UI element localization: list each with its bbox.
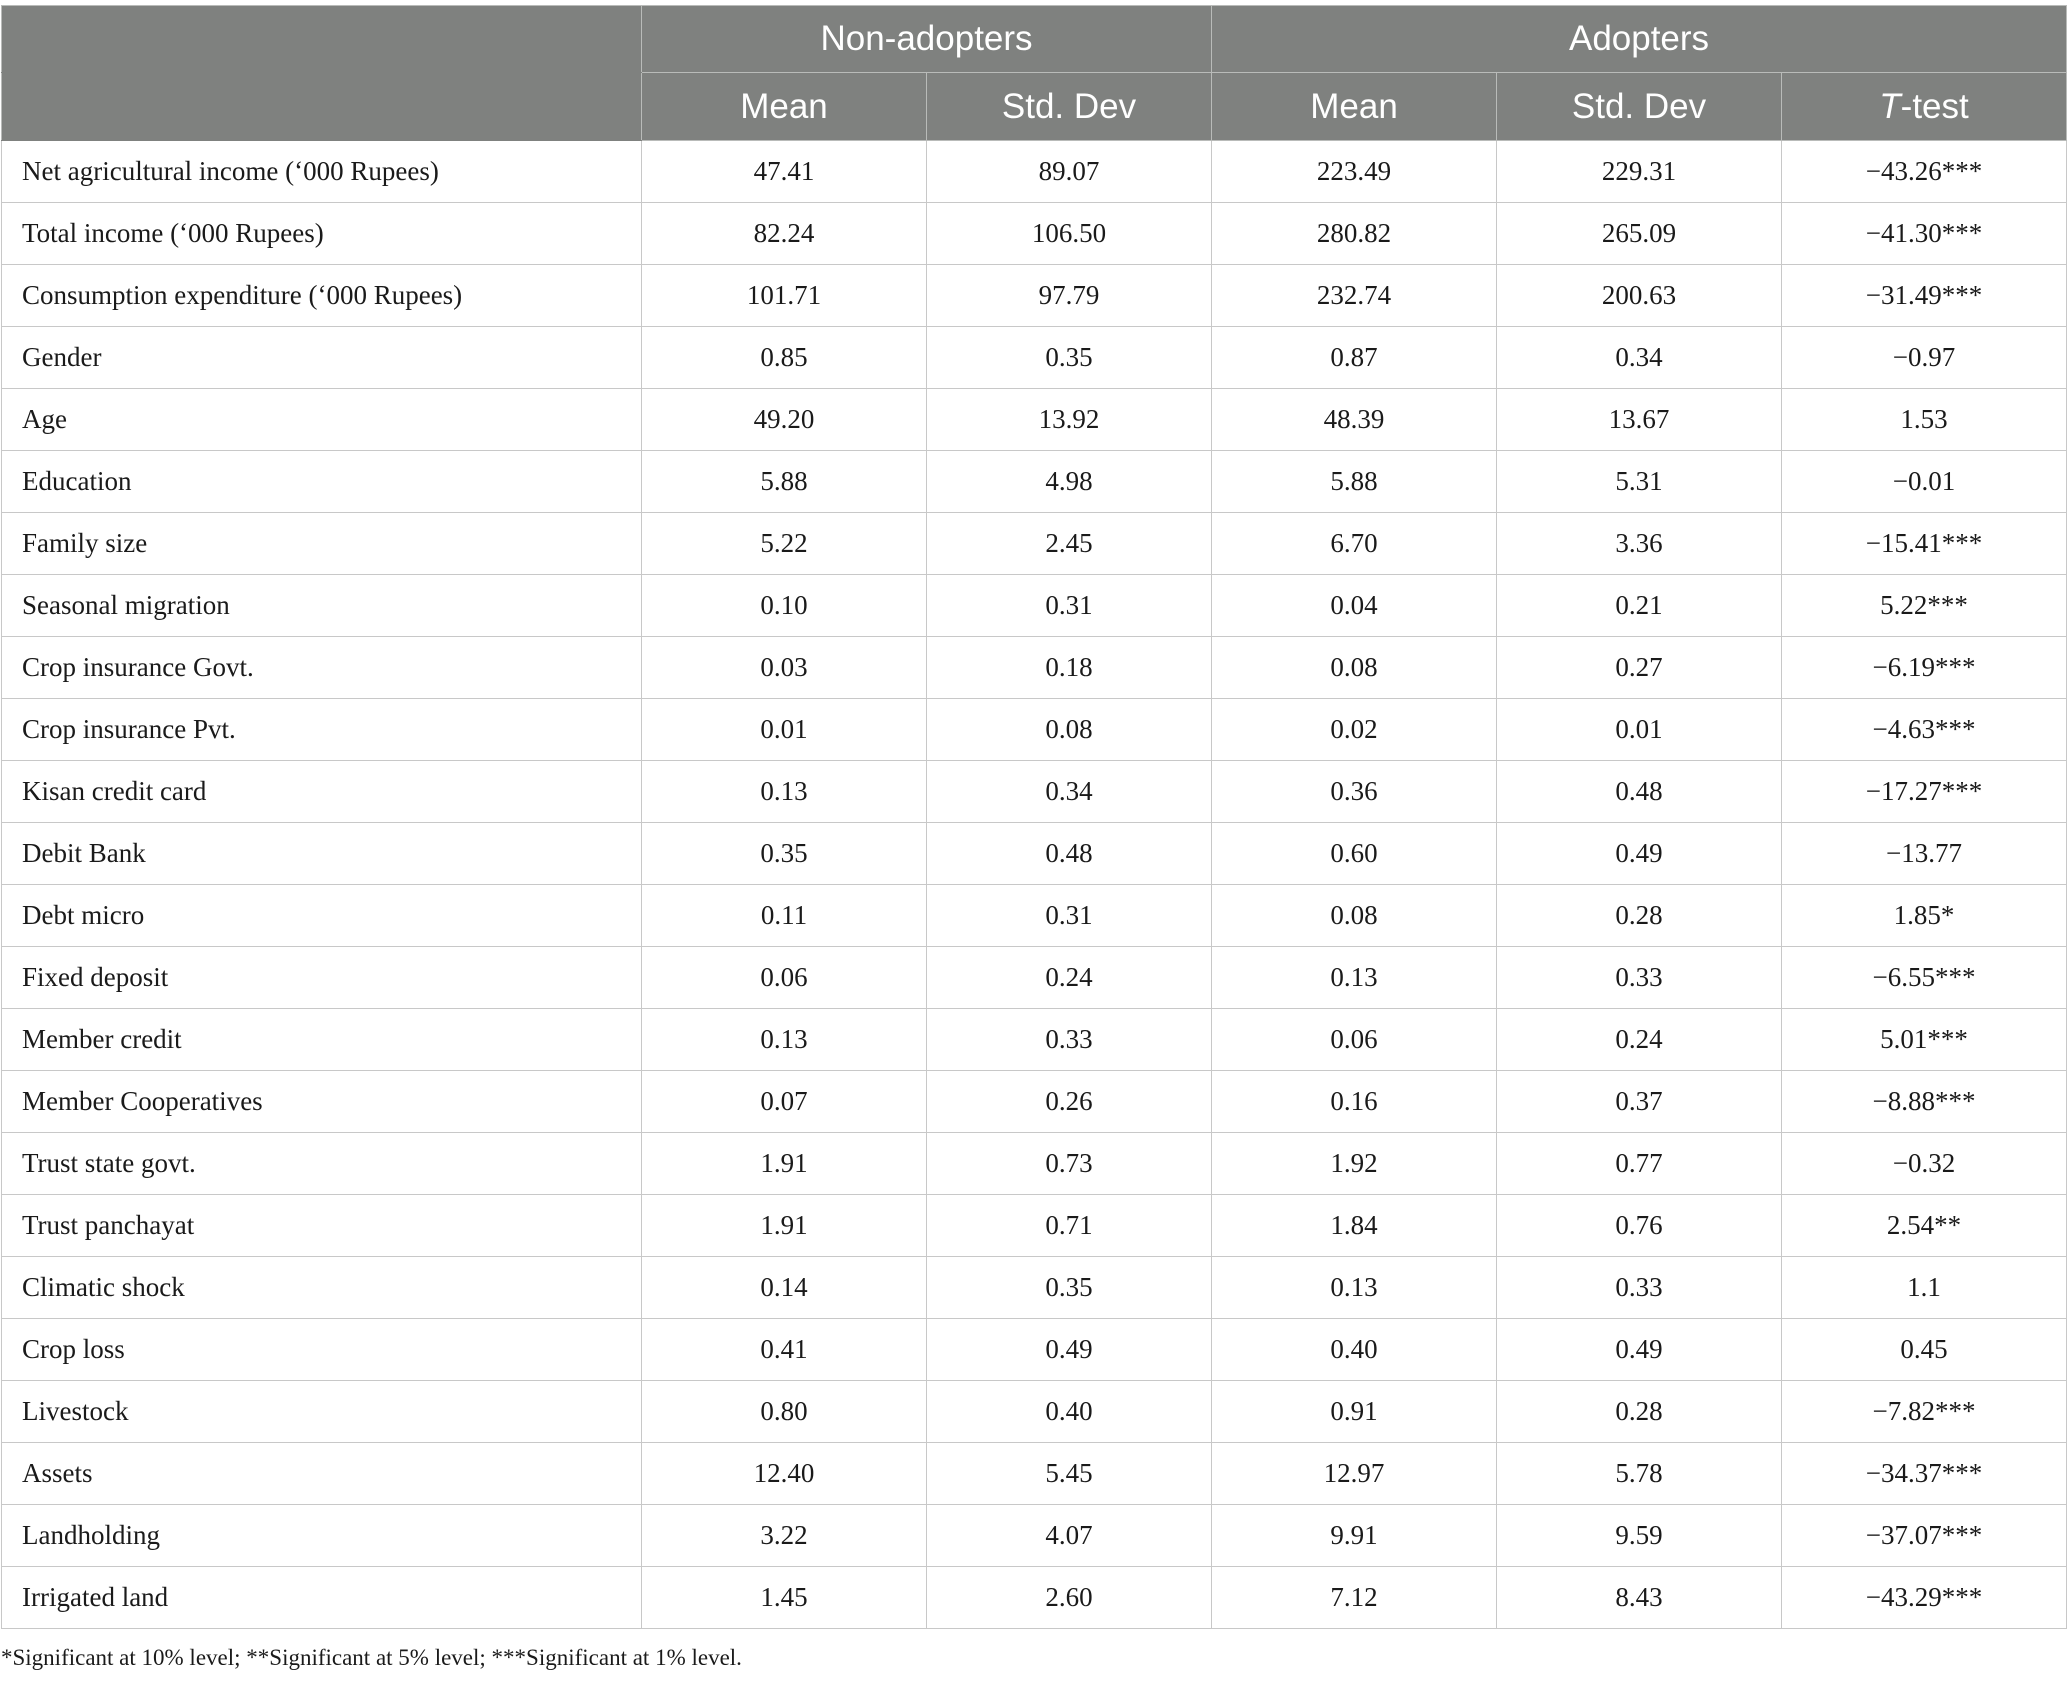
- non-adopters-std-dev-cell: 0.26: [927, 1071, 1212, 1133]
- variable-label-cell: Total income (‘000 Rupees): [2, 203, 642, 265]
- table-row: [2, 389, 2067, 451]
- non-adopters-std-dev-cell: 0.08: [927, 699, 1212, 761]
- non-adopters-mean-cell: 12.40: [642, 1443, 927, 1505]
- t-test-cell: −43.29***: [1782, 1567, 2067, 1629]
- adopters-std-dev-cell: 0.34: [1497, 327, 1782, 389]
- adopters-mean-cell: 0.36: [1212, 761, 1497, 823]
- adopters-std-dev-cell: 0.27: [1497, 637, 1782, 699]
- adopters-mean-cell: 280.82: [1212, 203, 1497, 265]
- table-row: [2, 451, 2067, 513]
- variable-label-cell: Consumption expenditure (‘000 Rupees): [2, 265, 642, 327]
- non-adopters-mean-cell: 0.13: [642, 761, 927, 823]
- variable-label-cell: Crop insurance Pvt.: [2, 699, 642, 761]
- adopters-mean-cell: 0.02: [1212, 699, 1497, 761]
- non-adopters-std-dev-cell: 13.92: [927, 389, 1212, 451]
- table-row: [2, 885, 2067, 947]
- non-adopters-mean-cell: 0.03: [642, 637, 927, 699]
- non-adopters-mean-cell: 0.01: [642, 699, 927, 761]
- variable-label-cell: Trust state govt.: [2, 1133, 642, 1195]
- non-adopters-std-dev-cell: 0.40: [927, 1381, 1212, 1443]
- table-row: [2, 265, 2067, 327]
- adopters-std-dev-cell: 0.01: [1497, 699, 1782, 761]
- non-adopters-mean-cell: 0.06: [642, 947, 927, 1009]
- table-container: [0, 5, 2067, 1671]
- table-row: [2, 1381, 2067, 1443]
- adopters-std-dev-cell: 0.21: [1497, 575, 1782, 637]
- non-adopters-mean-cell: 0.41: [642, 1319, 927, 1381]
- header-t-test-italic: T: [1879, 86, 1901, 126]
- table-row: [2, 513, 2067, 575]
- non-adopters-mean-cell: 0.07: [642, 1071, 927, 1133]
- adopters-std-dev-cell: 265.09: [1497, 203, 1782, 265]
- variable-label-cell: Livestock: [2, 1381, 642, 1443]
- adopters-mean-cell: 0.08: [1212, 637, 1497, 699]
- adopters-std-dev-cell: 0.28: [1497, 885, 1782, 947]
- t-test-cell: −6.55***: [1782, 947, 2067, 1009]
- variable-label-cell: Debit Bank: [2, 823, 642, 885]
- non-adopters-mean-cell: 47.41: [642, 141, 927, 203]
- adopters-std-dev-cell: 0.76: [1497, 1195, 1782, 1257]
- adopters-std-dev-cell: 0.49: [1497, 823, 1782, 885]
- t-test-cell: 1.53: [1782, 389, 2067, 451]
- non-adopters-std-dev-cell: 0.33: [927, 1009, 1212, 1071]
- adopters-mean-cell: 5.88: [1212, 451, 1497, 513]
- adopters-mean-cell: 7.12: [1212, 1567, 1497, 1629]
- variable-label-cell: Gender: [2, 327, 642, 389]
- adopters-mean-cell: 0.13: [1212, 1257, 1497, 1319]
- table-row: [2, 1071, 2067, 1133]
- group-header-row: [2, 6, 2067, 73]
- variable-label-cell: Family size: [2, 513, 642, 575]
- non-adopters-mean-cell: 0.14: [642, 1257, 927, 1319]
- non-adopters-mean-cell: 1.91: [642, 1195, 927, 1257]
- non-adopters-mean-cell: 0.85: [642, 327, 927, 389]
- non-adopters-std-dev-cell: 2.60: [927, 1567, 1212, 1629]
- table-row: [2, 1505, 2067, 1567]
- adopters-mean-cell: 6.70: [1212, 513, 1497, 575]
- non-adopters-mean-cell: 0.10: [642, 575, 927, 637]
- non-adopters-mean-cell: 0.13: [642, 1009, 927, 1071]
- non-adopters-mean-cell: 5.22: [642, 513, 927, 575]
- t-test-cell: −7.82***: [1782, 1381, 2067, 1443]
- adopters-std-dev-cell: 0.48: [1497, 761, 1782, 823]
- table-row: [2, 1567, 2067, 1629]
- non-adopters-std-dev-cell: 2.45: [927, 513, 1212, 575]
- non-adopters-std-dev-cell: 0.49: [927, 1319, 1212, 1381]
- t-test-cell: −0.97: [1782, 327, 2067, 389]
- t-test-cell: −37.07***: [1782, 1505, 2067, 1567]
- adopters-mean-cell: 0.06: [1212, 1009, 1497, 1071]
- t-test-cell: −13.77: [1782, 823, 2067, 885]
- variable-label-cell: Age: [2, 389, 642, 451]
- non-adopters-std-dev-cell: 0.24: [927, 947, 1212, 1009]
- adopters-mean-cell: 0.16: [1212, 1071, 1497, 1133]
- t-test-cell: 1.85*: [1782, 885, 2067, 947]
- header-blank-cell: [2, 73, 642, 141]
- variable-label-cell: Crop insurance Govt.: [2, 637, 642, 699]
- non-adopters-std-dev-cell: 0.31: [927, 885, 1212, 947]
- table-header: [2, 6, 2067, 141]
- adopters-std-dev-cell: 0.49: [1497, 1319, 1782, 1381]
- adopters-std-dev-cell: 0.33: [1497, 947, 1782, 1009]
- header-non-adopters-mean: Mean: [642, 73, 927, 141]
- t-test-cell: −0.01: [1782, 451, 2067, 513]
- t-test-cell: 5.22***: [1782, 575, 2067, 637]
- non-adopters-mean-cell: 0.35: [642, 823, 927, 885]
- t-test-cell: −4.63***: [1782, 699, 2067, 761]
- non-adopters-std-dev-cell: 0.34: [927, 761, 1212, 823]
- group-header-non-adopters: Non-adopters: [642, 6, 1212, 73]
- non-adopters-std-dev-cell: 97.79: [927, 265, 1212, 327]
- table-row: [2, 575, 2067, 637]
- non-adopters-std-dev-cell: 106.50: [927, 203, 1212, 265]
- non-adopters-std-dev-cell: 0.35: [927, 1257, 1212, 1319]
- adopters-mean-cell: 0.04: [1212, 575, 1497, 637]
- adopters-mean-cell: 0.87: [1212, 327, 1497, 389]
- non-adopters-mean-cell: 0.11: [642, 885, 927, 947]
- variable-label-cell: Seasonal migration: [2, 575, 642, 637]
- t-test-cell: 2.54**: [1782, 1195, 2067, 1257]
- variable-label-cell: Kisan credit card: [2, 761, 642, 823]
- adopters-mean-cell: 12.97: [1212, 1443, 1497, 1505]
- t-test-cell: −34.37***: [1782, 1443, 2067, 1505]
- table-row: [2, 203, 2067, 265]
- t-test-cell: −31.49***: [1782, 265, 2067, 327]
- adopters-mean-cell: 0.91: [1212, 1381, 1497, 1443]
- t-test-cell: −41.30***: [1782, 203, 2067, 265]
- adopters-mean-cell: 0.13: [1212, 947, 1497, 1009]
- adopters-mean-cell: 223.49: [1212, 141, 1497, 203]
- header-adopters-std-dev: Std. Dev: [1497, 73, 1782, 141]
- non-adopters-mean-cell: 82.24: [642, 203, 927, 265]
- non-adopters-mean-cell: 101.71: [642, 265, 927, 327]
- descriptive-statistics-table: [1, 5, 2067, 1629]
- sub-header-row: [2, 73, 2067, 141]
- t-test-cell: 1.1: [1782, 1257, 2067, 1319]
- table-row: [2, 1319, 2067, 1381]
- t-test-cell: −0.32: [1782, 1133, 2067, 1195]
- t-test-cell: −6.19***: [1782, 637, 2067, 699]
- t-test-cell: 5.01***: [1782, 1009, 2067, 1071]
- adopters-std-dev-cell: 3.36: [1497, 513, 1782, 575]
- variable-label-cell: Fixed deposit: [2, 947, 642, 1009]
- non-adopters-std-dev-cell: 4.07: [927, 1505, 1212, 1567]
- header-non-adopters-std-dev: Std. Dev: [927, 73, 1212, 141]
- table-row: [2, 823, 2067, 885]
- variable-label-cell: Education: [2, 451, 642, 513]
- non-adopters-std-dev-cell: 0.31: [927, 575, 1212, 637]
- adopters-mean-cell: 0.40: [1212, 1319, 1497, 1381]
- non-adopters-std-dev-cell: 0.48: [927, 823, 1212, 885]
- adopters-mean-cell: 9.91: [1212, 1505, 1497, 1567]
- non-adopters-mean-cell: 1.45: [642, 1567, 927, 1629]
- adopters-std-dev-cell: 0.33: [1497, 1257, 1782, 1319]
- adopters-std-dev-cell: 8.43: [1497, 1567, 1782, 1629]
- table-row: [2, 699, 2067, 761]
- header-t-test: [1782, 73, 2067, 141]
- variable-label-cell: Irrigated land: [2, 1567, 642, 1629]
- adopters-mean-cell: 48.39: [1212, 389, 1497, 451]
- adopters-mean-cell: 1.84: [1212, 1195, 1497, 1257]
- non-adopters-std-dev-cell: 0.71: [927, 1195, 1212, 1257]
- table-body: [2, 141, 2067, 1629]
- t-test-cell: −17.27***: [1782, 761, 2067, 823]
- non-adopters-mean-cell: 1.91: [642, 1133, 927, 1195]
- t-test-cell: −15.41***: [1782, 513, 2067, 575]
- non-adopters-std-dev-cell: 5.45: [927, 1443, 1212, 1505]
- header-blank-cell: [2, 6, 642, 73]
- non-adopters-mean-cell: 0.80: [642, 1381, 927, 1443]
- variable-label-cell: Trust panchayat: [2, 1195, 642, 1257]
- t-test-cell: −43.26***: [1782, 141, 2067, 203]
- adopters-std-dev-cell: 0.24: [1497, 1009, 1782, 1071]
- variable-label-cell: Assets: [2, 1443, 642, 1505]
- table-row: [2, 1009, 2067, 1071]
- group-header-adopters: Adopters: [1212, 6, 2067, 73]
- non-adopters-std-dev-cell: 0.18: [927, 637, 1212, 699]
- table-row: [2, 327, 2067, 389]
- adopters-std-dev-cell: 9.59: [1497, 1505, 1782, 1567]
- variable-label-cell: Member credit: [2, 1009, 642, 1071]
- table-row: [2, 1257, 2067, 1319]
- variable-label-cell: Debt micro: [2, 885, 642, 947]
- non-adopters-std-dev-cell: 0.35: [927, 327, 1212, 389]
- table-footnote: *Significant at 10% level; **Significant at 5% level; ***Significant at 1% level.: [1, 1645, 742, 1670]
- table-row: [2, 1443, 2067, 1505]
- non-adopters-std-dev-cell: 4.98: [927, 451, 1212, 513]
- variable-label-cell: Member Cooperatives: [2, 1071, 642, 1133]
- table-row: [2, 947, 2067, 1009]
- non-adopters-mean-cell: 5.88: [642, 451, 927, 513]
- adopters-std-dev-cell: 229.31: [1497, 141, 1782, 203]
- table-row: [2, 1195, 2067, 1257]
- table-row: [2, 141, 2067, 203]
- non-adopters-std-dev-cell: 89.07: [927, 141, 1212, 203]
- adopters-std-dev-cell: 0.37: [1497, 1071, 1782, 1133]
- variable-label-cell: Net agricultural income (‘000 Rupees): [2, 141, 642, 203]
- header-adopters-mean: Mean: [1212, 73, 1497, 141]
- adopters-std-dev-cell: 5.31: [1497, 451, 1782, 513]
- variable-label-cell: Landholding: [2, 1505, 642, 1567]
- t-test-cell: −8.88***: [1782, 1071, 2067, 1133]
- t-test-cell: 0.45: [1782, 1319, 2067, 1381]
- adopters-std-dev-cell: 200.63: [1497, 265, 1782, 327]
- non-adopters-std-dev-cell: 0.73: [927, 1133, 1212, 1195]
- adopters-mean-cell: 0.08: [1212, 885, 1497, 947]
- adopters-std-dev-cell: 5.78: [1497, 1443, 1782, 1505]
- non-adopters-mean-cell: 3.22: [642, 1505, 927, 1567]
- adopters-mean-cell: 1.92: [1212, 1133, 1497, 1195]
- adopters-mean-cell: 232.74: [1212, 265, 1497, 327]
- adopters-std-dev-cell: 0.28: [1497, 1381, 1782, 1443]
- adopters-mean-cell: 0.60: [1212, 823, 1497, 885]
- table-row: [2, 761, 2067, 823]
- header-t-test-suffix: -test: [1900, 86, 1969, 126]
- table-row: [2, 1133, 2067, 1195]
- variable-label-cell: Climatic shock: [2, 1257, 642, 1319]
- adopters-std-dev-cell: 13.67: [1497, 389, 1782, 451]
- variable-label-cell: Crop loss: [2, 1319, 642, 1381]
- adopters-std-dev-cell: 0.77: [1497, 1133, 1782, 1195]
- table-row: [2, 637, 2067, 699]
- non-adopters-mean-cell: 49.20: [642, 389, 927, 451]
